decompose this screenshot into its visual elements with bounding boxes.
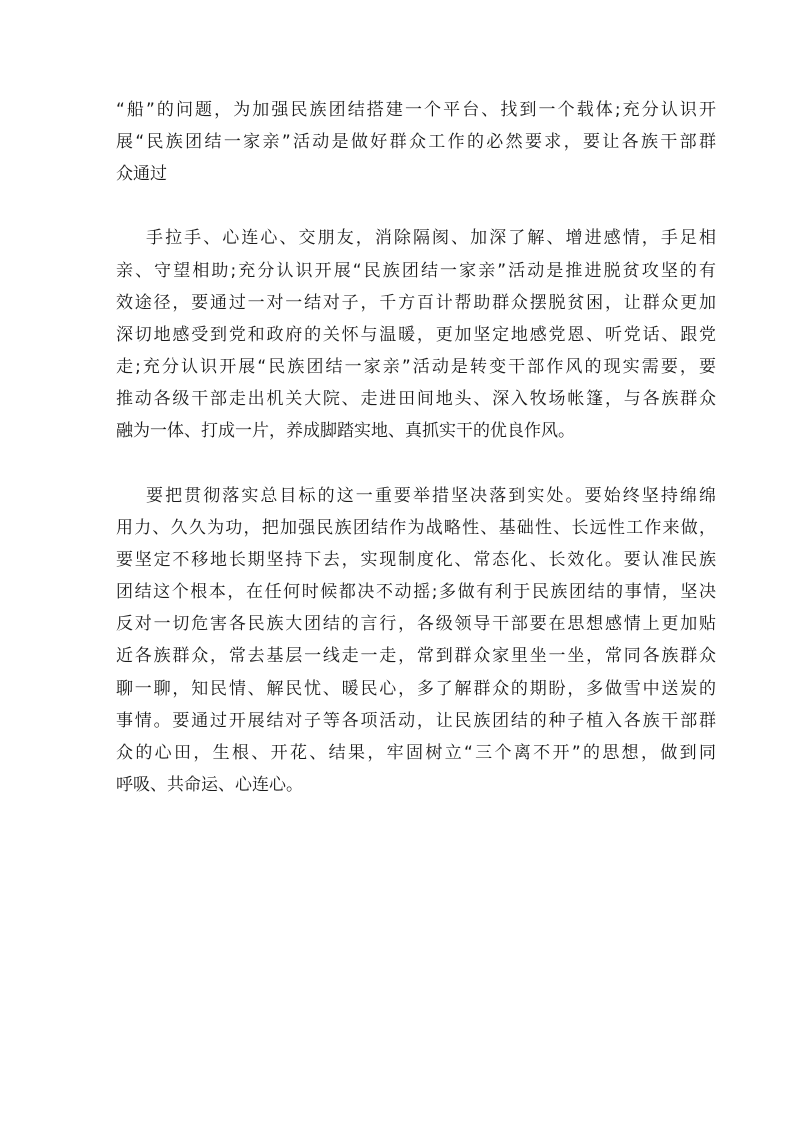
- text-line: 要坚定不移地长期坚持下去，实现制度化、常态化、长效化。要认准民族: [116, 550, 716, 570]
- text-line: 事情。要通过开展结对子等各项活动，让民族团结的种子植入各族干部群: [116, 711, 716, 731]
- text-line: 聊一聊，知民情、解民忧、暖民心，多了解群众的期盼，多做雪中送炭的: [116, 679, 716, 699]
- text-line: 推动各级干部走出机关大院、走进田间地头、深入牧场帐篷，与各族群众: [116, 389, 716, 409]
- text-line: 效途径，要通过一对一结对子，千方百计帮助群众摆脱贫困，让群众更加: [116, 293, 716, 313]
- text-line: 呼吸、共命运、心连心。: [116, 775, 303, 795]
- text-line: “船”的问题，为加强民族团结搭建一个平台、找到一个载体;充分认识开: [116, 100, 716, 120]
- text-line: 展“民族团结一家亲”活动是做好群众工作的必然要求，要让各族干部群: [116, 132, 716, 152]
- text-line: 手拉手、心连心、交朋友，消除隔阂、加深了解、增进感情，手足相: [146, 228, 716, 248]
- text-line: 走;充分认识开展“民族团结一家亲”活动是转变干部作风的现实需要，要: [116, 357, 716, 377]
- text-line: 用力、久久为功，把加强民族团结作为战略性、基础性、长远性工作来做，: [116, 518, 716, 538]
- text-line: 近各族群众，常去基层一线走一走，常到群众家里坐一坐，常同各族群众: [116, 646, 716, 666]
- text-line: 深切地感受到党和政府的关怀与温暖，更加坚定地感党恩、听党话、跟党: [116, 325, 716, 345]
- text-line: 反对一切危害各民族大团结的言行，各级领导干部要在思想感情上更加贴: [116, 614, 716, 634]
- text-line: 亲、守望相助;充分认识开展“民族团结一家亲”活动是推进脱贫攻坚的有: [116, 261, 716, 281]
- text-line: 融为一体、打成一片，养成脚踏实地、真抓实干的优良作风。: [116, 421, 575, 441]
- text-line: 众通过: [116, 164, 167, 184]
- text-line: 众的心田，生根、开花、结果，牢固树立“三个离不开”的思想，做到同: [116, 743, 716, 763]
- text-line: 团结这个根本，在任何时候都决不动摇;多做有利于民族团结的事情，坚决: [116, 582, 716, 602]
- text-line: 要把贯彻落实总目标的这一重要举措坚决落到实处。要始终坚持绵绵: [146, 486, 716, 506]
